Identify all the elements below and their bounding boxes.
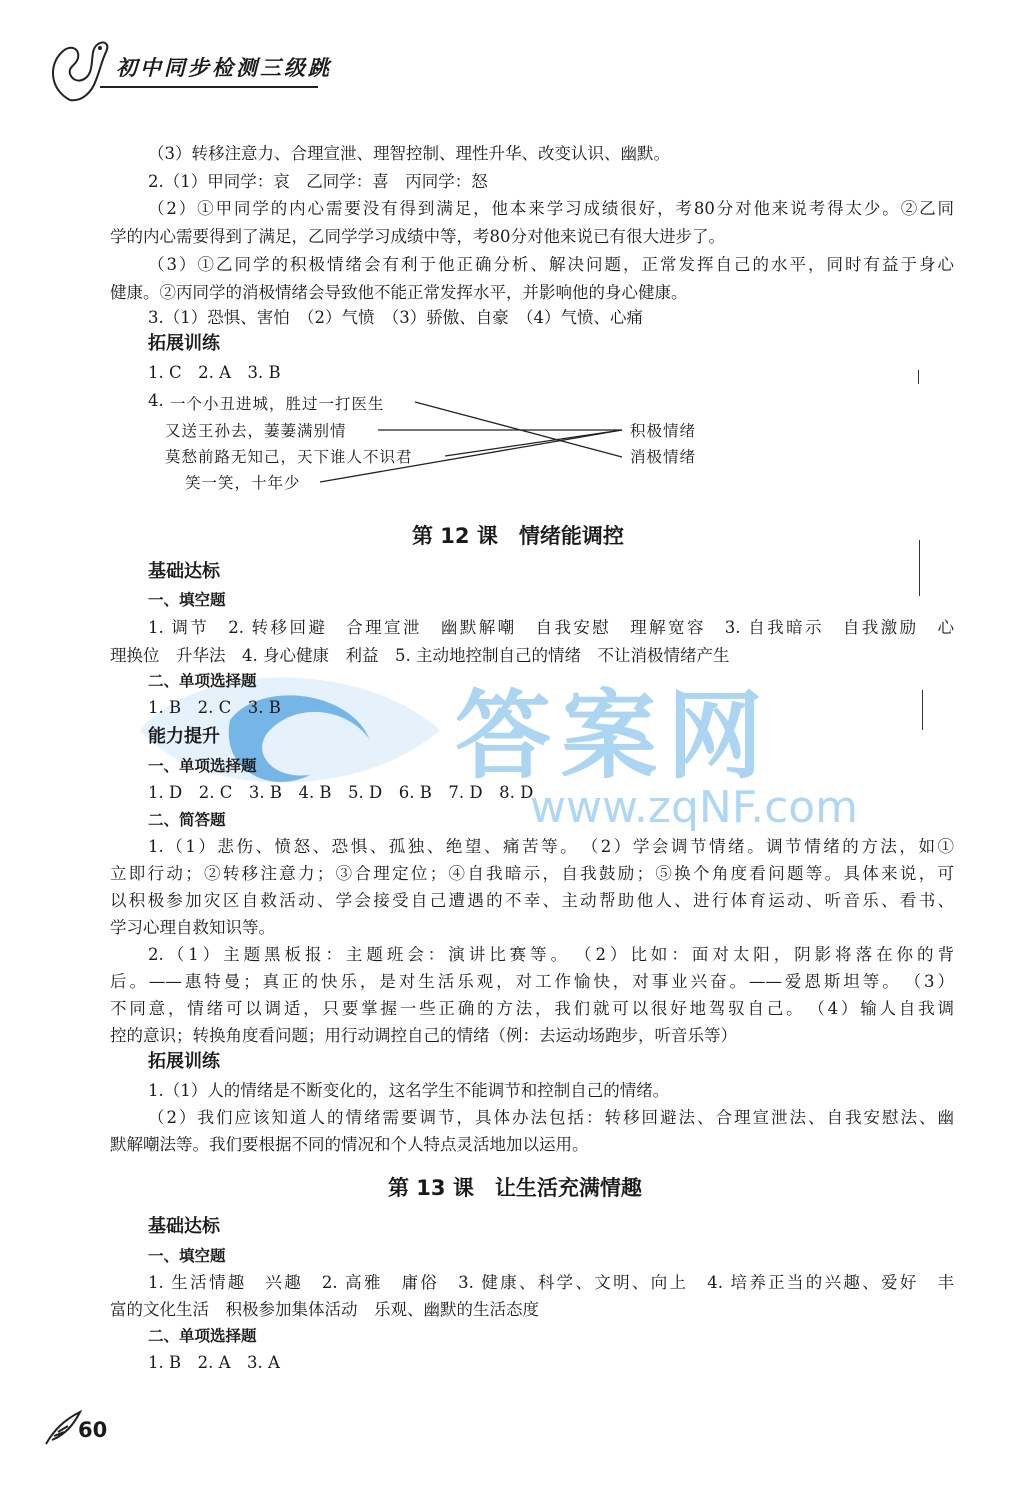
answer-line: 默解嘲法等。我们要根据不同的情况和个人特点灵活地加以运用。 xyxy=(110,1135,589,1154)
answer-line: 理换位 升华法 4. 身心健康 利益 5. 主动地控制自己的情绪 不让消极情绪产生 xyxy=(110,646,730,665)
answer-line: 1. B 2. A 3. A xyxy=(148,1353,280,1372)
question-number: 4. xyxy=(148,391,164,410)
subsection-heading: 二、单项选择题 xyxy=(148,672,257,690)
emotion-label: 消极情绪 xyxy=(630,448,697,466)
margin-mark xyxy=(919,540,920,596)
emotion-label: 积极情绪 xyxy=(630,422,697,440)
answer-line: 富的文化生活 积极参加集体活动 乐观、幽默的生活态度 xyxy=(110,1300,539,1319)
subsection-heading: 一、填空题 xyxy=(148,1247,226,1265)
margin-mark xyxy=(918,370,919,384)
lesson-title: 第 13 课 让生活充满情趣 xyxy=(388,1176,642,1200)
answer-line: 1.（1）人的情绪是不断变化的，这名学生不能调节和控制自己的情绪。 xyxy=(148,1081,670,1100)
section-heading: 能力提升 xyxy=(148,726,220,747)
answer-line: 1. C 2. A 3. B xyxy=(148,363,281,382)
subsection-heading: 一、单项选择题 xyxy=(148,757,257,775)
section-heading: 拓展训练 xyxy=(148,333,220,354)
answer-line: 1. 生活情趣 兴趣 2. 高雅 庸俗 3. 健康、科学、文明、向上 4. 培养正当的兴趣、爱好 丰 xyxy=(148,1273,954,1292)
poem-line: 一个小丑进城，胜过一打医生 xyxy=(170,395,385,413)
answer-line: 1. D 2. C 3. B 4. B 5. D 6. B 7. D 8. D xyxy=(148,783,534,802)
answer-line: 2.（1）甲同学：哀 乙同学：喜 丙同学：怒 xyxy=(148,172,488,191)
subsection-heading: 二、简答题 xyxy=(148,811,226,829)
answer-line: 1. 调节 2. 转移回避 合理宣泄 幽默解嘲 自我安慰 理解宽容 3. 自我暗示 自我激励 心 xyxy=(148,618,954,637)
watermark-url: www.zqNF.com xyxy=(530,782,859,833)
section-heading: 基础达标 xyxy=(148,561,220,582)
answer-line: （3）①乙同学的积极情绪会有利于他正确分析、解决问题，正常发挥自己的水平，同时有益于身心 xyxy=(148,255,954,274)
watermark-text: 答案网 xyxy=(455,680,773,792)
answer-line: 学习心理自救知识等。 xyxy=(110,918,275,937)
poem-line: 笑一笑，十年少 xyxy=(185,474,301,492)
answer-line: 以积极参加灾区自救活动、学会接受自己遭遇的不幸、主动帮助他人、进行体育运动、听音乐、看书、 xyxy=(110,891,954,910)
header-title: 初中同步检测三级跳 xyxy=(116,56,332,80)
section-heading: 基础达标 xyxy=(148,1216,220,1237)
answer-line: 1.（1）悲伤、愤怒、恐惧、孤独、绝望、痛苦等。 （2）学会调节情绪。调节情绪的方法，如① xyxy=(148,837,954,856)
section-heading: 拓展训练 xyxy=(148,1051,220,1072)
answer-line: 1. B 2. C 3. B xyxy=(148,698,281,717)
answer-line: （2）①甲同学的内心需要没有得到满足，他本来学习成绩很好，考80分对他来说考得太少。②乙同 xyxy=(148,199,954,218)
page-number: 60 xyxy=(78,1418,108,1442)
matching-lines xyxy=(0,0,1024,520)
poem-line: 莫愁前路无知己，天下谁人不识君 xyxy=(165,448,413,466)
answer-line: （2）我们应该知道人的情绪需要调节，具体办法包括：转移回避法、合理宣泄法、自我安慰法、幽 xyxy=(148,1108,954,1127)
subsection-heading: 一、填空题 xyxy=(148,591,226,609)
answer-line: 后。——惠特曼；真正的快乐，是对生活乐观，对工作愉快，对事业兴奋。——爱恩斯坦等。 （3） xyxy=(110,972,954,991)
answer-line: 健康。②丙同学的消极情绪会导致他不能正常发挥水平，并影响他的身心健康。 xyxy=(110,283,688,302)
answer-line: 2.（1）主题黑板报：主题班会：演讲比赛等。 （2）比如：面对太阳，阴影将落在你的背 xyxy=(148,945,954,964)
answer-line: 3.（1）恐惧、害怕 （2）气愤 （3）骄傲、自豪 （4）气愤、心痛 xyxy=(148,308,643,327)
match-line xyxy=(320,430,622,482)
lesson-title: 第 12 课 情绪能调控 xyxy=(412,524,624,548)
answer-line: 学的内心需要得到了满足，乙同学学习成绩中等，考80分对他来说已有很大进步了。 xyxy=(110,227,725,246)
margin-mark xyxy=(922,690,923,730)
subsection-heading: 二、单项选择题 xyxy=(148,1327,257,1345)
answer-line: （3）转移注意力、合理宣泄、理智控制、理性升华、改变认识、幽默。 xyxy=(148,144,670,163)
answer-line: 立即行动；②转移注意力；③合理定位；④自我暗示，自我鼓励；⑤换个角度看问题等。具体来说，可 xyxy=(110,864,954,883)
answer-line: 控的意识；转换角度看问题；用行动调控自己的情绪（例：去运动场跑步，听音乐等） xyxy=(110,1026,737,1045)
poem-line: 又送王孙去，萋萋满别情 xyxy=(165,422,347,440)
answer-line: 不同意，情绪可以调适，只要掌握一些正确的方法，我们就可以很好地驾驭自己。 （4）输人自我调 xyxy=(110,999,954,1018)
